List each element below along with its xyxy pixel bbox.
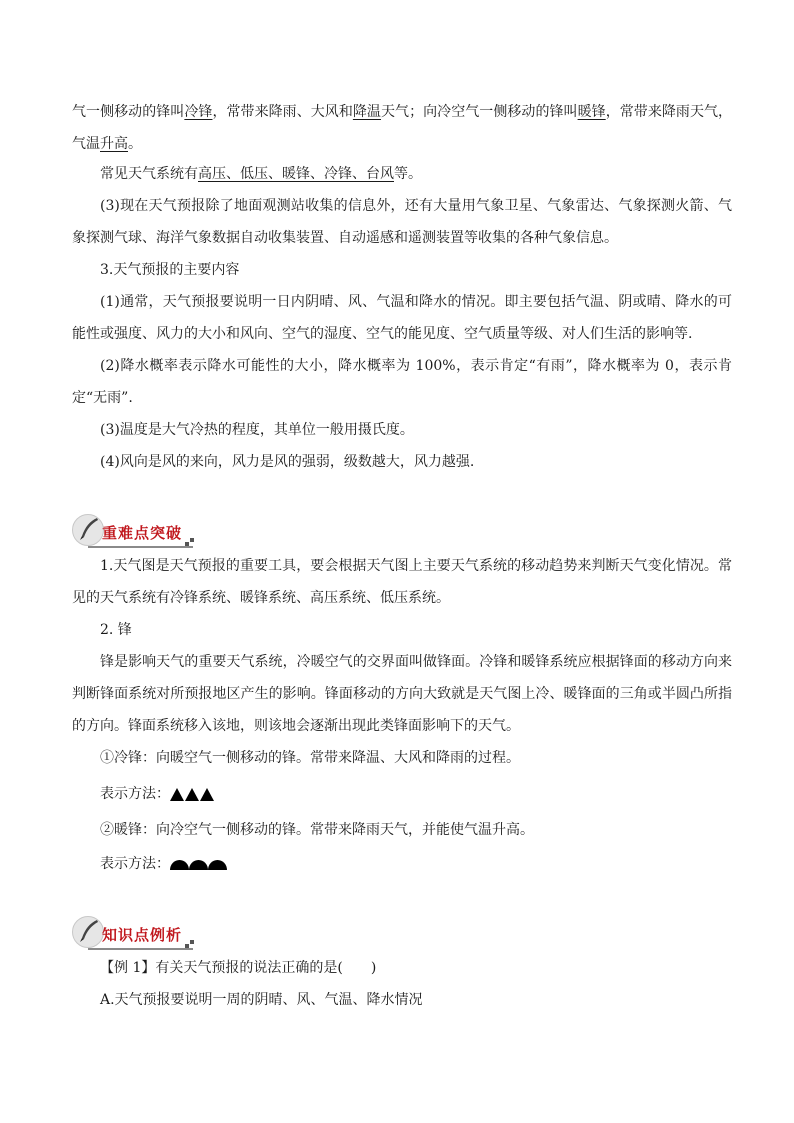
cold-front-symbol-icon bbox=[170, 786, 214, 802]
paragraph-fronts bbox=[72, 96, 732, 160]
example-label: 【例 1】 bbox=[100, 960, 156, 976]
quill-pen-icon bbox=[76, 516, 102, 542]
paragraph-weather-map: 1.天气图是天气预报的重要工具，要会根据天气图上主要天气系统的移动趋势来判断天气变化情况。常见的天气系统有冷锋系统、暖锋系统、高压系统、低压系统。 bbox=[72, 558, 732, 606]
heading-forecast-content: 3.天气预报的主要内容 bbox=[100, 262, 240, 278]
text: 天气；向冷空气一侧移动的锋叫 bbox=[380, 104, 578, 120]
banner-deco bbox=[185, 542, 189, 546]
text: 。 bbox=[128, 136, 142, 152]
paragraph-warm-front: ②暖锋：向冷空气一侧移动的锋。常带来降雨天气，并能使气温升高。 bbox=[100, 822, 534, 838]
heading-front: 2. 锋 bbox=[100, 622, 132, 638]
underlined-temp-rise: 升高 bbox=[100, 136, 128, 152]
section-banner-key-points bbox=[72, 512, 202, 550]
banner-deco bbox=[185, 944, 189, 948]
warm-front-symbol-row bbox=[100, 848, 228, 880]
paragraph-content-1: (1)通常，天气预报要说明一日内阴晴、风、气温和降水的情况。即主要包括气温、阴或晴、降水的可能性或强度、风力的大小和风向、空气的湿度、空气的能见度、空气质量等级、对人们生活的影响等. bbox=[72, 294, 732, 342]
paragraph-content-2: (2)降水概率表示降水可能性的大小，降水概率为 100%，表示肯定“有雨”，降水概率为 0，表示肯定“无雨”. bbox=[72, 358, 732, 406]
text: ，常带来降雨、大风和 bbox=[212, 104, 353, 120]
banner-title: 知识点例析 bbox=[102, 926, 183, 944]
underlined-warm-front: 暖锋 bbox=[577, 104, 606, 120]
text: 气一侧移动的锋叫 bbox=[72, 104, 185, 120]
paragraph-info-sources: (3)现在天气预报除了地面观测站收集的信息外，还有大量用气象卫星、气象雷达、气象探测火箭、气象探测气球、海洋气象数据自动收集装置、自动遥感和遥测装置等收集的各种气象信息。 bbox=[72, 198, 732, 246]
quill-pen-icon bbox=[76, 918, 102, 944]
option-a: A.天气预报要说明一周的阴晴、风、气温、降水情况 bbox=[100, 992, 423, 1008]
symbol-label: 表示方法： bbox=[100, 856, 170, 872]
underlined-temp-drop: 降温 bbox=[352, 104, 381, 120]
paragraph-content-4: (4)风向是风的来向，风力是风的强弱，级数越大，风力越强. bbox=[100, 454, 475, 470]
example-question bbox=[72, 952, 732, 984]
paragraph-front-explain: 锋是影响天气的重要天气系统，冷暖空气的交界面叫做锋面。冷锋和暖锋系统应根据锋面的移动方向来判断锋面系统对所预报地区产生的影响。锋面移动的方向大致就是天气图上冷、暖锋面的三角或半圆凸所指的方向。锋面系统移入该地，则该地会逐渐出现此类锋面影响下的天气。 bbox=[72, 654, 732, 734]
text: 常见天气系统有 bbox=[100, 166, 198, 182]
text: 等。 bbox=[394, 166, 422, 182]
banner-deco bbox=[190, 538, 194, 542]
warm-front-symbol-icon bbox=[170, 857, 228, 871]
banner-title: 重难点突破 bbox=[102, 524, 183, 542]
example-text: 有关天气预报的说法正确的是( ) bbox=[155, 960, 377, 976]
paragraph-systems bbox=[72, 158, 732, 190]
paragraph-cold-front: ①冷锋：向暖空气一侧移动的锋。常带来降温、大风和降雨的过程。 bbox=[100, 750, 520, 766]
underlined-systems: 高压、低压、暖锋、冷锋、台风 bbox=[198, 166, 394, 182]
banner-underline bbox=[88, 546, 193, 548]
banner-deco bbox=[190, 940, 194, 944]
text: ，常带来降雨天气，气温 bbox=[72, 104, 733, 152]
symbol-label: 表示方法： bbox=[100, 786, 170, 802]
section-banner-examples bbox=[72, 914, 202, 952]
paragraph-content-3: (3)温度是大气冷热的程度，其单位一般用摄氏度。 bbox=[100, 422, 414, 438]
underlined-cold-front: 冷锋 bbox=[184, 104, 213, 120]
cold-front-symbol-row bbox=[100, 778, 214, 810]
banner-underline bbox=[88, 948, 193, 950]
